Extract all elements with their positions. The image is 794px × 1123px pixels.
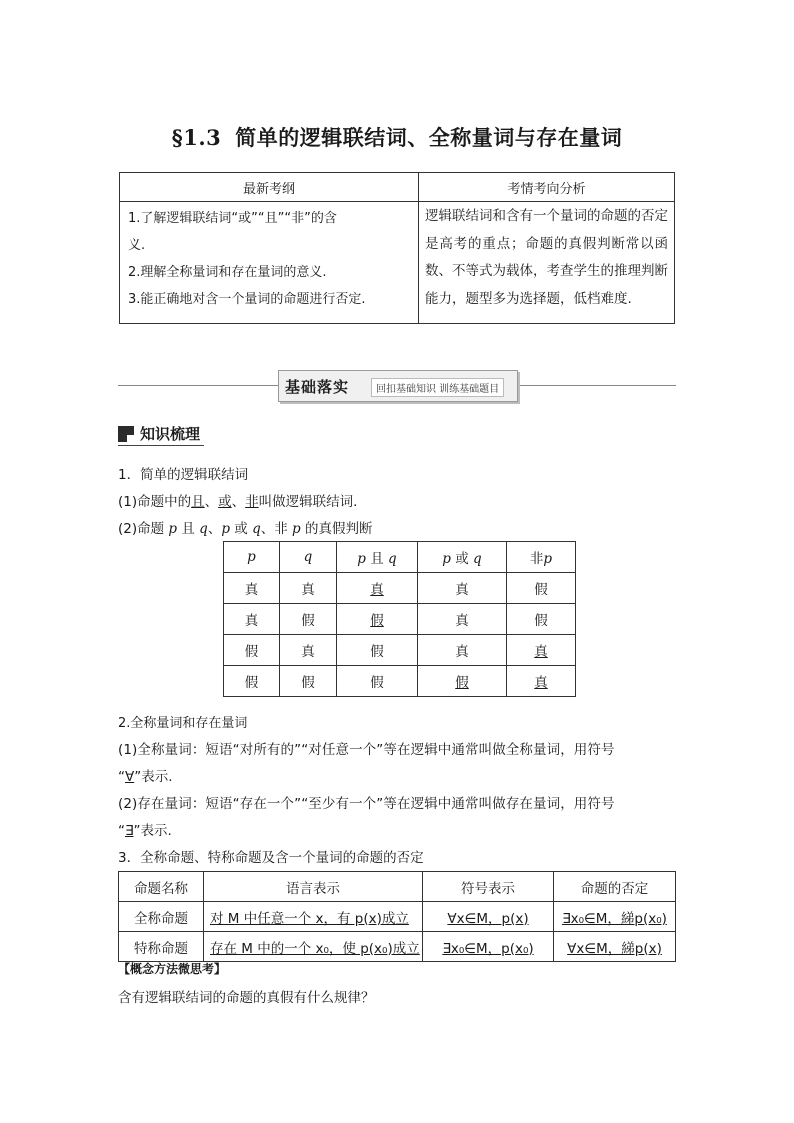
outline-left-line: 1.了解逻辑联结词“或”“且”“非”的含 — [128, 211, 337, 226]
text-run: (2)命题 — [118, 521, 165, 537]
quant-cell: ∃x₀∈M，綈p(x₀) — [554, 902, 676, 932]
part1-line1 — [118, 490, 357, 510]
truth-cell: 假 — [224, 666, 280, 697]
truth-cell: 真 — [280, 573, 337, 604]
quant-cell: 对 M 中任意一个 x，有 p(x)成立 — [204, 902, 423, 932]
math-var: q — [388, 551, 397, 567]
table-row — [119, 932, 676, 962]
text-run: 、 — [231, 494, 246, 510]
part3-title: 3．全称命题、特称命题及含一个量词的命题的否定 — [118, 850, 424, 866]
quant-cell: ∃x₀∈M，p(x₀) — [423, 932, 554, 962]
truth-header — [280, 542, 337, 573]
text-run: 、 — [204, 494, 219, 510]
truth-cell: 真 — [418, 635, 507, 666]
part2-line2: (2)存在量词：短语“存在一个”“至少有一个”等在逻辑中通常叫做存在量词，用符号 — [118, 796, 615, 812]
outline-table — [119, 172, 675, 324]
think-question: 含有逻辑联结词的命题的真假有什么规律？ — [118, 990, 375, 1006]
part2-line1: (1)全称量词：短语“对所有的”“对任意一个”等在逻辑中通常叫做全称量词，用符号 — [118, 742, 615, 758]
text-run: 非 — [529, 551, 544, 567]
truth-cell: 真 — [507, 635, 576, 666]
quant-cell: 全称命题 — [119, 902, 204, 932]
quant-cell: ∀x∈M，綈p(x) — [554, 932, 676, 962]
fill-blank: 或 — [218, 494, 232, 510]
truth-cell: 假 — [507, 573, 576, 604]
text-run: 或 — [234, 521, 248, 537]
truth-cell: 真 — [418, 573, 507, 604]
truth-cell: 假 — [280, 604, 337, 635]
part2-title: 2.全称量词和存在量词 — [118, 716, 248, 731]
math-var: p — [543, 551, 553, 567]
truth-cell: 真 — [224, 604, 280, 635]
section-number: §1.3 — [171, 125, 222, 150]
table-row — [224, 604, 576, 635]
text-run: (1)命题中的 — [118, 494, 192, 510]
fill-blank: 非 — [245, 494, 259, 510]
outline-left-line: 2.理解全称量词和存在量词的意义. — [128, 265, 327, 280]
section-banner — [278, 370, 518, 402]
outline-left-line: 义. — [128, 238, 146, 253]
banner-rule-left — [118, 385, 278, 386]
table-row — [224, 573, 576, 604]
truth-cell: 假 — [507, 604, 576, 635]
outline-left-line: 3.能正确地对含一个量词的命题进行否定. — [128, 292, 366, 307]
truth-cell: 真 — [280, 635, 337, 666]
heading-underline — [118, 445, 204, 446]
math-var: p — [247, 549, 256, 565]
math-var: p — [442, 551, 451, 567]
part2-line2b — [118, 819, 172, 839]
table-row — [224, 666, 576, 697]
quant-cell: 存在 M 中的一个 x₀，使 p(x₀)成立 — [204, 932, 423, 962]
title-text: 简单的逻辑联结词、全称量词与存在量词 — [235, 125, 623, 150]
fill-blank: ∀ — [125, 769, 135, 785]
math-var: p — [221, 521, 230, 537]
math-var: q — [199, 521, 208, 537]
truth-cell: 假 — [418, 666, 507, 697]
truth-header — [507, 542, 576, 573]
quant-cell: ∀x∈M，p(x) — [423, 902, 554, 932]
truth-cell: 真 — [337, 573, 418, 604]
section-heading-text: 知识梳理 — [140, 425, 201, 443]
text-run: 、非 — [260, 521, 288, 537]
outline-left-cell — [120, 202, 419, 324]
text-run: 、 — [207, 521, 222, 537]
part1-title: 1．简单的逻辑联结词 — [118, 467, 249, 483]
part2-line1b — [118, 765, 173, 785]
truth-header — [418, 542, 507, 573]
quant-cell: 特称命题 — [119, 932, 204, 962]
text-run: ”表示. — [133, 823, 172, 839]
truth-cell: 假 — [224, 635, 280, 666]
outline-header-left: 最新考纲 — [120, 173, 419, 202]
text-run: 且 — [370, 551, 384, 567]
quant-header: 符号表示 — [423, 872, 554, 902]
quant-header: 语言表示 — [204, 872, 423, 902]
banner-subtitle: 回扣基础知识 训练基础题目 — [371, 378, 504, 397]
text-run: 或 — [455, 551, 469, 567]
part1-line2 — [118, 517, 372, 537]
math-var: q — [252, 521, 261, 537]
math-var: p — [292, 521, 301, 537]
text-run: 叫做逻辑联结词. — [258, 494, 358, 510]
math-var: q — [303, 549, 313, 565]
truth-header — [337, 542, 418, 573]
math-var: p — [168, 521, 178, 537]
text-run: “ — [118, 769, 125, 785]
text-run: “ — [118, 823, 125, 839]
text-run: ”表示. — [134, 769, 173, 785]
section-heading — [118, 423, 200, 444]
math-var: q — [473, 551, 482, 567]
banner-rule-right — [520, 385, 676, 386]
table-row — [224, 635, 576, 666]
fill-blank: ∃ — [125, 823, 134, 839]
truth-cell: 真 — [507, 666, 576, 697]
quant-header: 命题名称 — [119, 872, 204, 902]
square-bullet-icon — [118, 426, 134, 442]
think-label: 【概念方法微思考】 — [118, 962, 227, 976]
quant-header: 命题的否定 — [554, 872, 676, 902]
truth-cell: 假 — [337, 635, 418, 666]
truth-cell: 真 — [224, 573, 280, 604]
outline-right-cell: 逻辑联结词和含有一个量词的命题的否定是高考的重点；命题的真假判断常以函数、不等式为载体，考查学生的推理判断能力，题型多为选择题，低档难度. — [419, 202, 675, 324]
text-run: 的真假判断 — [304, 521, 373, 537]
table-row — [119, 902, 676, 932]
math-var: p — [357, 551, 366, 567]
truth-cell: 假 — [337, 604, 418, 635]
truth-cell: 假 — [337, 666, 418, 697]
banner-title: 基础落实 — [285, 378, 350, 396]
quantifier-table — [118, 871, 676, 962]
outline-header-right: 考情考向分析 — [419, 173, 675, 202]
fill-blank: 且 — [191, 494, 205, 510]
truth-cell: 真 — [418, 604, 507, 635]
page-title — [0, 122, 794, 152]
truth-header — [224, 542, 280, 573]
truth-table — [223, 541, 576, 697]
text-run: 且 — [181, 521, 195, 537]
truth-cell: 假 — [280, 666, 337, 697]
